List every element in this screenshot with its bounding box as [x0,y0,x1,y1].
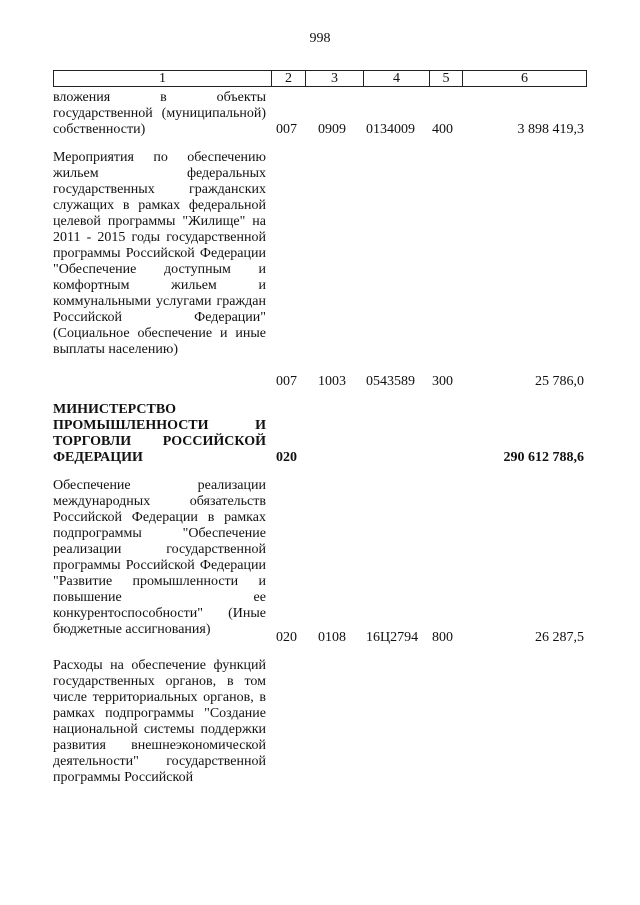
row-4-type: 800 [432,630,453,645]
row-4-section: 0108 [318,630,346,645]
row-3-description: МИНИСТЕРСТВО ПРОМЫШЛЕННОСТИ И ТОРГОВЛИ РОССИЙСКОЙ ФЕДЕРАЦИИ [53,402,266,465]
row-4-description: Обеспечение реализации международных обязательств Российской Федерации в рамках подпрограммы "Обеспечение реализации государственной программы Российской Федерации "Развитие промышленности и повышение ее конкурентоспособности" (Иные бюджетные ассигнования) [53,478,266,637]
row-4-code: 020 [276,630,297,645]
row-3-amount: 290 612 788,6 [503,450,584,465]
header-col-3: 3 [305,71,363,86]
row-2-type: 300 [432,374,453,389]
row-1-type: 400 [432,122,453,137]
row-4-amount: 26 287,5 [535,630,584,645]
header-col-2: 2 [271,71,305,86]
row-3-code: 020 [276,450,297,465]
row-2-target: 0543589 [366,374,415,389]
row-5-description: Расходы на обеспечение функций государственных органов, в том числе территориальных органов, в рамках подпрограммы "Создание национальной системы поддержки развития внешнеэкономической деятельности" государственной программы Российской [53,658,266,785]
row-1-target: 0134009 [366,122,415,137]
header-col-5: 5 [429,71,462,86]
page-number: 998 [309,31,331,46]
header-col-1: 1 [159,71,166,86]
header-col-6: 6 [462,71,586,86]
row-2-code: 007 [276,374,297,389]
row-1-section: 0909 [318,122,346,137]
row-4-target: 16Ц2794 [366,630,419,645]
row-1-code: 007 [276,122,297,137]
row-2-section: 1003 [318,374,346,389]
row-2-amount: 25 786,0 [535,374,584,389]
row-2-description: Мероприятия по обеспечению жильем федеральных государственных гражданских служащих в рамках федеральной целевой программы "Жилище" на 2011 - 2015 годы государственной программы Российской Федерации "Обеспечение доступным и комфортным жильем и коммунальными услугами граждан Российской Федерации" (Социальное обеспечение и иные выплаты населению) [53,150,266,357]
header-col-4: 4 [363,71,429,86]
row-1-amount: 3 898 419,3 [517,122,584,137]
row-1-description: вложения в объекты государственной (муниципальной) собственности) [53,90,266,137]
table-header [53,70,587,87]
